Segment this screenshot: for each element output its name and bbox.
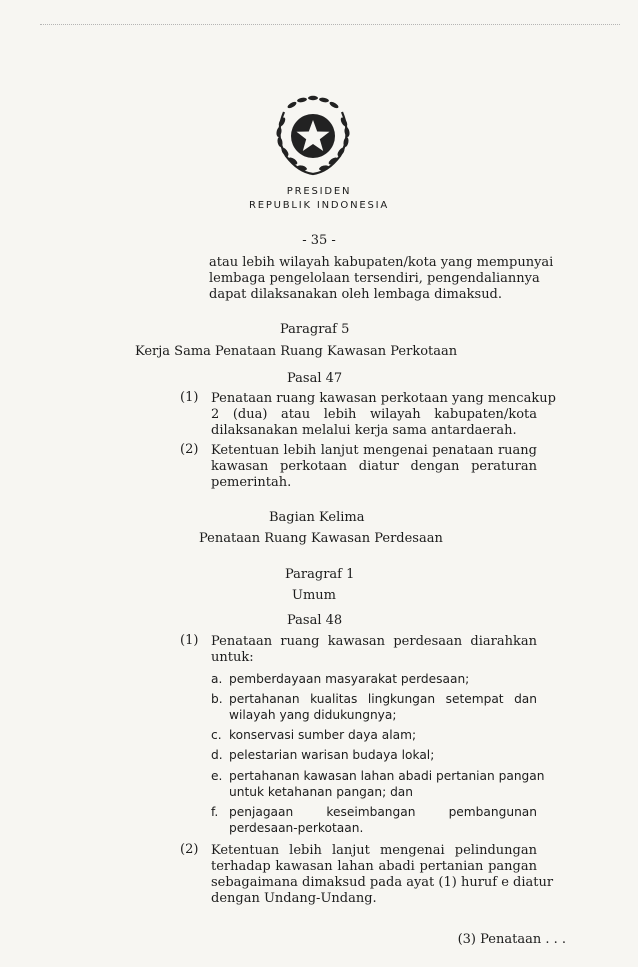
list-item: pemberdayaan masyarakat perdesaan;: [229, 672, 470, 686]
paragraf-5-heading: Paragraf 5: [280, 322, 350, 337]
pasal-48-ayat-1-line-2: untuk:: [211, 650, 254, 665]
intro-line-1: atau lebih wilayah kabupaten/kota yang mempunyai: [209, 255, 554, 270]
pasal-47-ayat-1-line-2: 2 (dua) atau lebih wilayah kabupaten/kota: [211, 407, 537, 422]
paragraf-1-title: Umum: [292, 588, 336, 603]
pasal-48-ayat-2-line-4: dengan Undang-Undang.: [211, 891, 377, 906]
pasal-47-ayat-1-line-3: dilaksanakan melalui kerja sama antardaerah.: [211, 423, 517, 438]
pasal-47-ayat-1-number: (1): [180, 390, 199, 405]
pasal-48-ayat-1-line-1: Penataan ruang kawasan perdesaan diarahkan: [211, 634, 537, 649]
scan-artifact-line: [40, 24, 620, 26]
pasal-48-ayat-2-number: (2): [180, 842, 199, 857]
pasal-47-ayat-2-line-2: kawasan perkotaan diatur dengan peraturan: [211, 459, 537, 474]
garuda-emblem-icon: [270, 92, 356, 178]
list-item-letter: f.: [211, 805, 219, 819]
list-item-letter: e.: [211, 769, 223, 783]
intro-line-3: dapat dilaksanakan oleh lembaga dimaksud.: [209, 287, 503, 302]
pasal-47-ayat-1-line-1: Penataan ruang kawasan perkotaan yang mencakup: [211, 391, 556, 406]
paragraf-1-heading: Paragraf 1: [285, 567, 355, 582]
pasal-47-heading: Pasal 47: [287, 371, 343, 386]
list-item: penjagaan keseimbangan pembangunan: [229, 805, 537, 819]
pasal-48-ayat-2-line-3: sebagaimana dimaksud pada ayat (1) huruf e diatur: [211, 875, 554, 890]
pasal-48-ayat-1-number: (1): [180, 633, 199, 648]
pasal-48-ayat-2-line-2: terhadap kawasan lahan abadi pertanian pangan: [211, 859, 537, 874]
pasal-47-ayat-2-line-1: Ketentuan lebih lanjut mengenai penataan ruang: [211, 443, 537, 458]
header-title-republic: REPUBLIK INDONESIA: [248, 200, 390, 211]
paragraf-5-title: Kerja Sama Penataan Ruang Kawasan Perkotaan: [135, 344, 458, 359]
list-item: pertahanan kawasan lahan abadi pertanian pangan: [229, 769, 545, 783]
list-item-continued: untuk ketahanan pangan; dan: [229, 785, 414, 799]
list-item-letter: c.: [211, 728, 222, 742]
pasal-47-ayat-2-number: (2): [180, 442, 199, 457]
intro-line-2: lembaga pengelolaan tersendiri, pengendaliannya: [209, 271, 540, 286]
pasal-48-heading: Pasal 48: [287, 613, 343, 628]
page-number: - 35 -: [302, 233, 336, 248]
list-item-letter: a.: [211, 672, 223, 686]
continuation-footer: (3) Penataan . . .: [457, 932, 566, 947]
bagian-kelima-title: Penataan Ruang Kawasan Perdesaan: [199, 531, 443, 546]
list-item: konservasi sumber daya alam;: [229, 728, 417, 742]
header-title-president: PRESIDEN: [286, 186, 352, 197]
list-item: pertahanan kualitas lingkungan setempat dan: [229, 692, 537, 706]
bagian-kelima-heading: Bagian Kelima: [269, 510, 365, 525]
pasal-47-ayat-2-line-3: pemerintah.: [211, 475, 292, 490]
pasal-48-ayat-2-line-1: Ketentuan lebih lanjut mengenai pelindungan: [211, 843, 537, 858]
list-item-continued: perdesaan-perkotaan.: [229, 821, 364, 835]
list-item-letter: b.: [211, 692, 223, 706]
list-item-letter: d.: [211, 748, 223, 762]
list-item: pelestarian warisan budaya lokal;: [229, 748, 435, 762]
list-item-continued: wilayah yang didukungnya;: [229, 708, 397, 722]
